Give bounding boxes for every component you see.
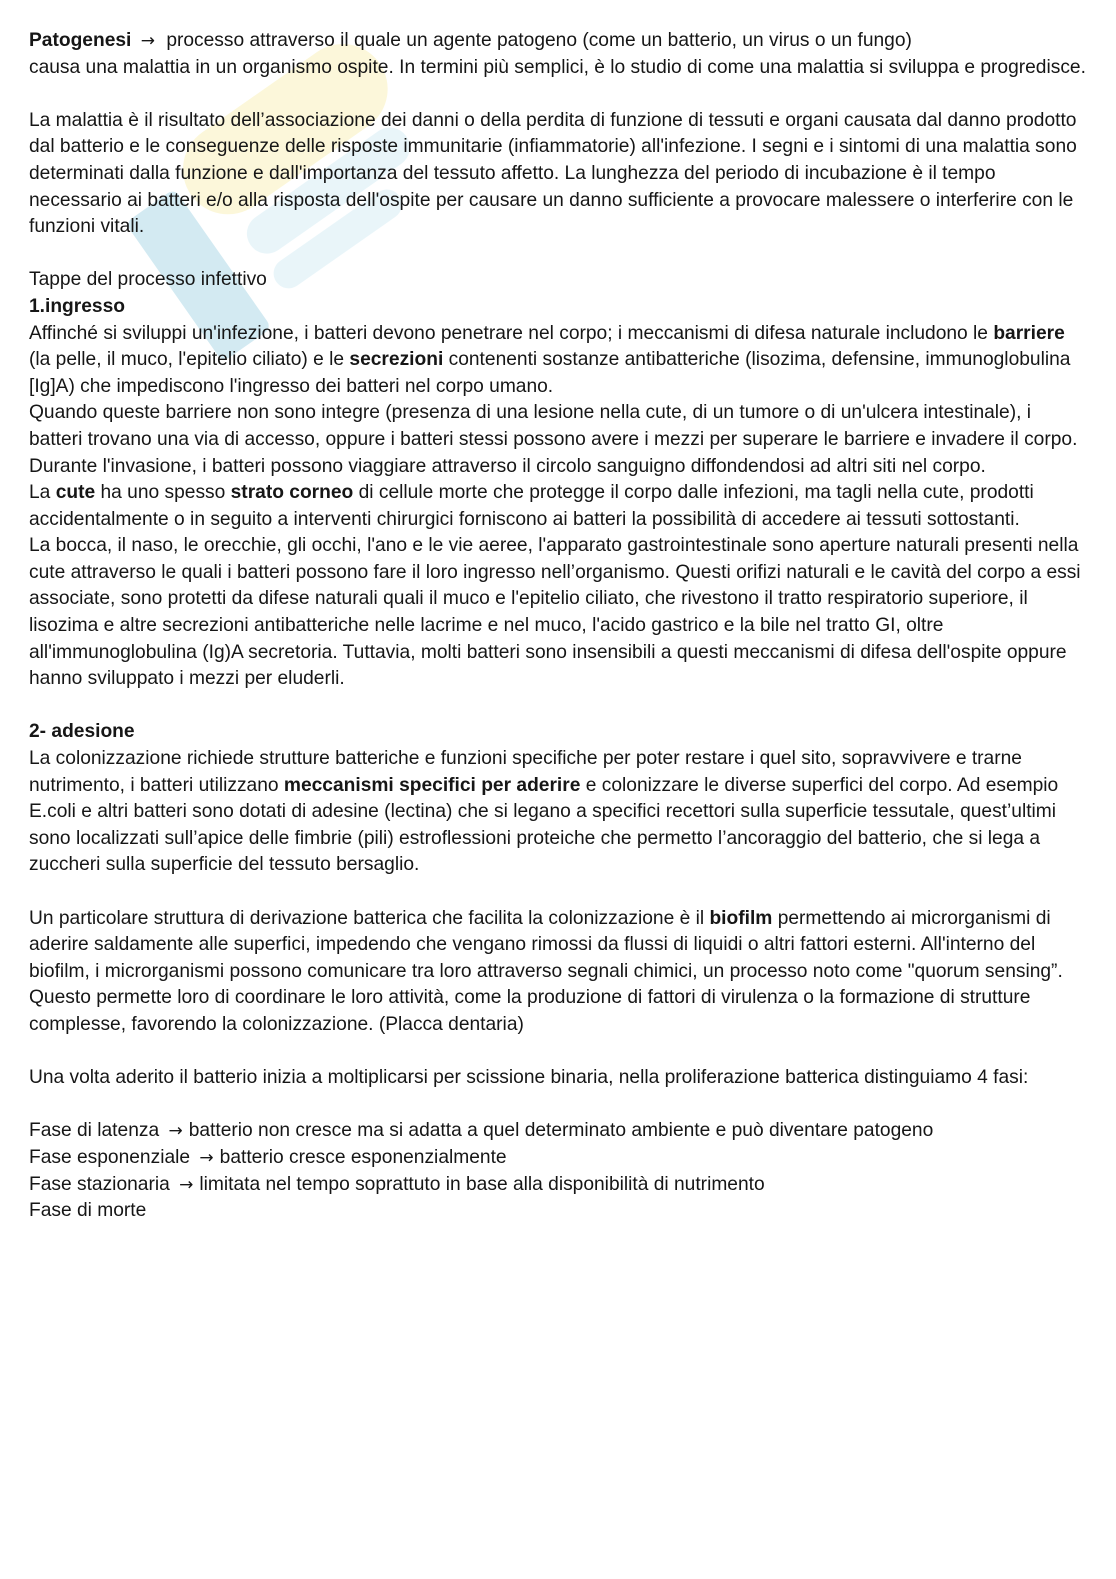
right-arrow-icon: → xyxy=(179,1174,194,1195)
text-span: La colonizzazione richiede strutture batteriche e funzioni specifiche per poter restare i quel sito, sopravvivere e trarne nutrimento, i batteri utilizzano xyxy=(29,748,1022,796)
adesione-paragraph-1 xyxy=(29,746,1089,879)
text-span: e colonizzare le diverse superfici del corpo. Ad esempio E.coli e altri batteri sono dotati di adesine (lectina) che si legano a specifici recettori sulla superficie tessutale, quest’ultimi sono localizzati sull’apice delle fimbrie (pili) estroflessioni proteiche che permetto l’ancoraggio del batterio, che si lega a zuccheri sulla superficie del tessuto bersaglio. xyxy=(29,774,1059,876)
text-span: Un particolare struttura di derivazione batterica che facilita la colonizzazione è il xyxy=(29,907,705,929)
text-span: contenenti sostanze antibatteriche (lisozima, defensine, immunoglobulina [Ig]A) che impediscono l'ingresso dei batteri nel corpo umano. xyxy=(29,349,1071,397)
adesione-paragraph-2 xyxy=(29,906,1089,1039)
right-arrow-icon: → xyxy=(199,1147,214,1168)
phase-name: Fase esponenziale xyxy=(29,1146,191,1168)
intro-line1: processo attraverso il quale un agente patogeno (come un batterio, un virus o un fungo) xyxy=(166,30,912,51)
adesione-paragraph-3: Una volta aderito il batterio inizia a moltiplicarsi per scissione binaria, nella proliferazione batterica distinguiamo 4 fasi: xyxy=(29,1067,1029,1089)
phase-item xyxy=(29,1118,1089,1145)
phase-item xyxy=(29,1172,1089,1199)
ingresso-paragraph-3: Durante l'invasione, i batteri possono viaggiare attraverso il circolo sanguigno diffondendosi ad altri siti nel corpo. xyxy=(29,455,986,477)
ingresso-paragraph-4 xyxy=(29,480,1089,533)
section-heading-adesione: 2- adesione xyxy=(29,721,135,743)
phase-description: batterio non cresce ma si adatta a quel determinato ambiente e può diventare patogeno xyxy=(188,1120,934,1142)
text-span: La xyxy=(29,482,51,504)
intro-first-line xyxy=(29,28,1089,55)
phase-description: limitata nel tempo soprattuto in base alla disponibilità di nutrimento xyxy=(199,1173,765,1195)
bold-term: barriere xyxy=(993,322,1065,344)
phase-name: Fase di morte xyxy=(29,1200,147,1222)
text-span: permettendo ai microrganismi di aderire saldamente alle superfici, impedendo che vengano rimossi da flussi di liquidi o altri fattori esterni. All'interno del biofilm, i microrganismi possono comunicare tra loro attraverso segnali chimici, un processo noto come "quorum sensing”. Questo permette loro di coordinare le loro attività, come la produzione di fattori di virulenza o la formazione di strutture complesse, favorendo la colonizzazione. (Placca dentaria) xyxy=(29,907,1063,1035)
phase-name: Fase stazionaria xyxy=(29,1173,170,1195)
phase-description: batterio cresce esponenzialmente xyxy=(219,1146,507,1168)
text-span: di cellule morte che protegge il corpo dalle infezioni, ma tagli nella cute, prodotti accidentalmente o in seguito a interventi chirurgici forniscono ai batteri la possibilità di accedere ai tessuti sottostanti. xyxy=(29,482,1034,530)
text-span: Affinché si sviluppi un'infezione, i batteri devono penetrare nel corpo; i meccanismi di difesa naturale includono le xyxy=(29,322,988,344)
bold-term: cute xyxy=(55,482,96,504)
right-arrow-icon: → xyxy=(140,31,155,51)
bold-term: meccanismi specifici per aderire xyxy=(283,774,581,796)
disease-paragraph: La malattia è il risultato dell’associazione dei danni o della perdita di funzione di tessuti e organi causata dal danno prodotto dal batterio e le conseguenze delle risposte immunitarie (infiammatorie) all'infezione. I segni e i sintomi di una malattia sono determinati dalla funzione e dall'importanza del tessuto affetto. La lunghezza del periodo di incubazione è il tempo necessario ai batteri e/o alla risposta dell'ospite per causare un danno sufficiente a provocare malessere o interferire con le funzioni vitali. xyxy=(29,109,1077,238)
phase-item xyxy=(29,1198,1089,1225)
text-span: (la pelle, il muco, l'epitelio ciliato) e le xyxy=(29,349,345,371)
bold-term: strato corneo xyxy=(230,482,354,504)
ingresso-paragraph-5: La bocca, il naso, le orecchie, gli occhi, l'ano e le vie aeree, l'apparato gastrointestinale sono aperture naturali presenti nella cute attraverso le quali i batteri possono fare il loro ingresso nell’organismo. Questi orifizi naturali e le cavità del corpo a essi associate, sono protetti da difese naturali quali il muco e l'epitelio ciliato, che rivestono il tratto respiratorio superiore, il lisozima e altre secrezioni antibatteriche nelle lacrime e nel muco, l'acido gastrico e la bile nel tratto GI, oltre all'immunoglobulina (Ig)A secretoria. Tuttavia, molti batteri sono insensibili a questi meccanismi di difesa dell'ospite oppure hanno sviluppato i mezzi per eluderli. xyxy=(29,535,1081,690)
text-span: ha uno spesso xyxy=(100,482,226,504)
phase-name: Fase di latenza xyxy=(29,1120,160,1142)
bold-term: secrezioni xyxy=(349,349,444,371)
section-heading-ingresso: 1.ingresso xyxy=(29,295,125,317)
phase-item xyxy=(29,1145,1089,1172)
right-arrow-icon: → xyxy=(168,1121,183,1142)
intro-term: Patogenesi xyxy=(29,30,132,51)
bold-term: biofilm xyxy=(709,907,773,929)
ingresso-paragraph-2: Quando queste barriere non sono integre (presenza di una lesione nella cute, di un tumore o di un'ulcera intestinale), i batteri trovano una via di accesso, oppure i batteri stessi possono avere i mezzi per superare le barriere e invadere il corpo. xyxy=(29,402,1078,450)
stages-title: Tappe del processo infettivo xyxy=(29,269,267,291)
document-page xyxy=(29,28,1089,1225)
ingresso-paragraph-1 xyxy=(29,321,1089,401)
intro-rest: causa una malattia in un organismo ospite. In termini più semplici, è lo studio di come una malattia si sviluppa e progredisce. xyxy=(29,56,1086,78)
